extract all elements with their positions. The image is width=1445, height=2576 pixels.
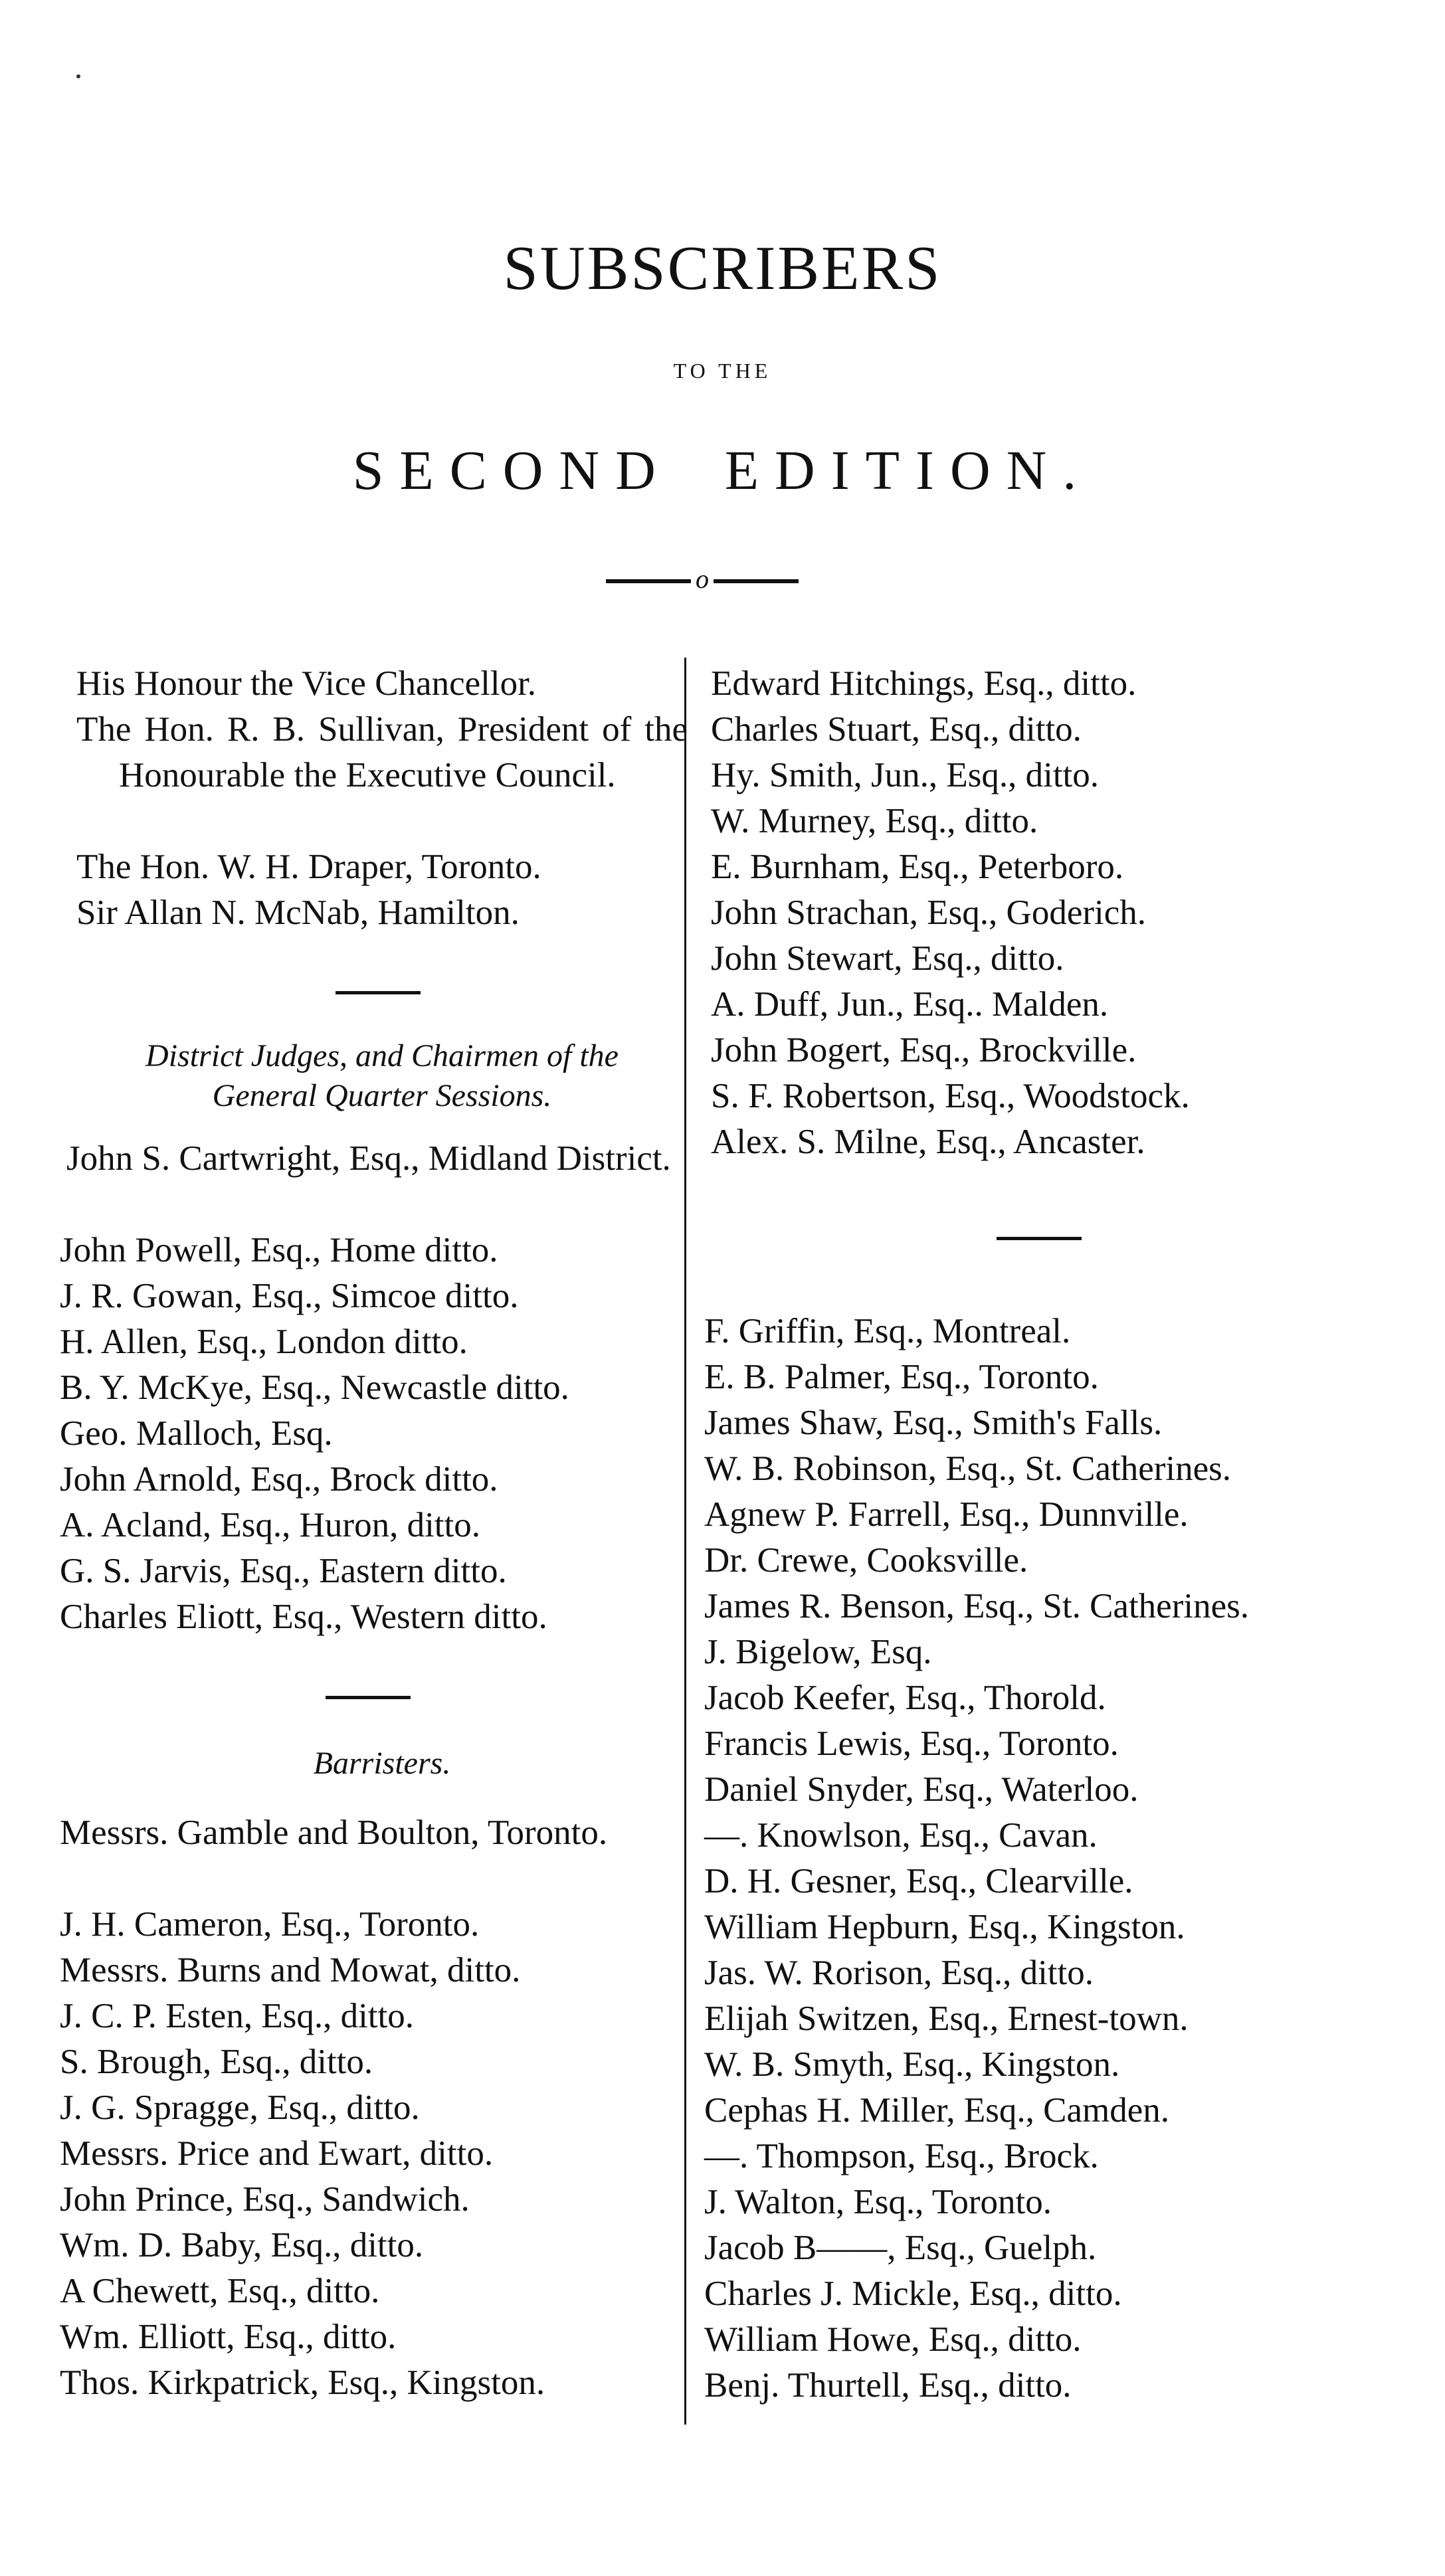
section-heading-judges xyxy=(80,1036,684,1116)
subscriber-entry: D. H. Gesner, Esq., Clearville. xyxy=(704,1862,1133,1900)
subscriber-entry: Jacob B——, Esq., Guelph. xyxy=(704,2229,1097,2267)
ornament-right-bar xyxy=(714,579,799,583)
subscriber-entry: H. Allen, Esq., London ditto. xyxy=(60,1323,468,1361)
subscriber-entry: W. B. Robinson, Esq., St. Catherines. xyxy=(704,1449,1232,1488)
section-rule xyxy=(326,1696,411,1699)
section-rule xyxy=(997,1237,1082,1240)
section-rule xyxy=(336,991,421,994)
edition-word-1: SECOND xyxy=(352,440,672,502)
page-mark xyxy=(76,74,80,78)
subscriber-entry: Jas. W. Rorison, Esq., ditto. xyxy=(704,1954,1094,1992)
subscriber-entry: Sir Allan N. McNab, Hamilton. xyxy=(76,893,520,932)
subscriber-entry: Elijah Switzen, Esq., Ernest-town. xyxy=(704,1999,1189,2038)
subscriber-entry: G. S. Jarvis, Esq., Eastern ditto. xyxy=(60,1552,507,1590)
edition-title xyxy=(0,438,1445,503)
subscriber-entry: Jacob Keefer, Esq., Thorold. xyxy=(704,1679,1106,1717)
subscriber-entry: J. G. Spragge, Esq., ditto. xyxy=(60,2088,420,2127)
subscriber-entry: John Arnold, Esq., Brock ditto. xyxy=(60,1460,498,1499)
subscriber-entry: S. F. Robertson, Esq., Woodstock. xyxy=(711,1077,1190,1115)
subscriber-entry: —. Thompson, Esq., Brock. xyxy=(704,2137,1099,2175)
section-heading-barristers: Barristers. xyxy=(313,1746,451,1781)
subscriber-entry: S. Brough, Esq., ditto. xyxy=(60,2043,373,2081)
subscriber-entry: James Shaw, Esq., Smith's Falls. xyxy=(704,1404,1163,1442)
subscriber-entry: John S. Cartwright, Esq., Midland District. xyxy=(66,1139,671,1178)
subscriber-entry: John Prince, Esq., Sandwich. xyxy=(60,2180,470,2219)
ornament-circle: o xyxy=(696,564,709,594)
subscriber-entry: A Chewett, Esq., ditto. xyxy=(60,2272,380,2310)
subscriber-entry: Charles Eliott, Esq., Western ditto. xyxy=(60,1598,547,1636)
subscriber-entry: Messrs. Burns and Mowat, ditto. xyxy=(60,1951,521,1989)
subscriber-entry: W. Murney, Esq., ditto. xyxy=(711,802,1038,840)
subscriber-entry: Messrs. Gamble and Boulton, Toronto. xyxy=(60,1813,608,1852)
subscriber-entry: Messrs. Price and Ewart, ditto. xyxy=(60,2134,494,2173)
subscriber-entry: E. Burnham, Esq., Peterboro. xyxy=(711,848,1124,886)
heading-line-2: General Quarter Sessions. xyxy=(212,1078,552,1113)
subscriber-entry: J. H. Cameron, Esq., Toronto. xyxy=(60,1905,480,1944)
subscriber-entry: His Honour the Vice Chancellor. xyxy=(76,664,537,703)
subscriber-entry: —. Knowlson, Esq., Cavan. xyxy=(704,1816,1098,1855)
subscriber-entry: James R. Benson, Esq., St. Catherines. xyxy=(704,1587,1249,1625)
subscriber-entry: Dr. Crewe, Cooksville. xyxy=(704,1541,1028,1580)
subscriber-entry: W. B. Smyth, Esq., Kingston. xyxy=(704,2045,1120,2084)
subscriber-entry: John Bogert, Esq., Brockville. xyxy=(711,1031,1137,1069)
subscriber-entry: A. Duff, Jun., Esq.. Malden. xyxy=(711,985,1109,1024)
subscriber-entry: Francis Lewis, Esq., Toronto. xyxy=(704,1724,1119,1763)
subscriber-entry: Agnew P. Farrell, Esq., Dunnville. xyxy=(704,1495,1189,1534)
subscriber-entry: Wm. Elliott, Esq., ditto. xyxy=(60,2318,397,2356)
subscriber-entry: E. B. Palmer, Esq., Toronto. xyxy=(704,1358,1099,1396)
subscriber-entry: Charles Stuart, Esq., ditto. xyxy=(711,710,1082,749)
column-divider xyxy=(684,658,686,2425)
subscriber-entry: John Powell, Esq., Home ditto. xyxy=(60,1231,498,1269)
subscriber-entry: F. Griffin, Esq., Montreal. xyxy=(704,1312,1071,1350)
subscriber-entry: The Hon. W. H. Draper, Toronto. xyxy=(76,848,541,886)
subscriber-entry: John Strachan, Esq., Goderich. xyxy=(711,893,1146,932)
subscriber-entry: William Howe, Esq., ditto. xyxy=(704,2320,1082,2359)
page-title: SUBSCRIBERS xyxy=(503,234,942,303)
subscriber-entry: Benj. Thurtell, Esq., ditto. xyxy=(704,2366,1072,2405)
subscriber-entry: John Stewart, Esq., ditto. xyxy=(711,939,1064,978)
subscriber-entry: William Hepburn, Esq., Kingston. xyxy=(704,1908,1185,1946)
edition-word-2: EDITION. xyxy=(724,440,1093,502)
subscriber-entry: Charles J. Mickle, Esq., ditto. xyxy=(704,2274,1122,2313)
subscriber-entry: J. R. Gowan, Esq., Simcoe ditto. xyxy=(60,1277,519,1315)
title-ornament xyxy=(606,564,799,594)
subscriber-entry: A. Acland, Esq., Huron, ditto. xyxy=(60,1506,480,1544)
subscriber-entry: J. Bigelow, Esq. xyxy=(704,1633,932,1671)
subscriber-entry: B. Y. McKye, Esq., Newcastle ditto. xyxy=(60,1368,569,1407)
subscriber-entry: Thos. Kirkpatrick, Esq., Kingston. xyxy=(60,2363,545,2402)
subscriber-entry: Cephas H. Miller, Esq., Camden. xyxy=(704,2091,1170,2130)
ornament-left-bar xyxy=(606,579,691,583)
heading-line-1: District Judges, and Chairmen of the xyxy=(145,1038,619,1073)
subscriber-entry: Alex. S. Milne, Esq., Ancaster. xyxy=(711,1123,1145,1161)
subscriber-entry: Geo. Malloch, Esq. xyxy=(60,1414,333,1453)
title-connector: TO THE xyxy=(673,359,772,383)
subscriber-entry: Daniel Snyder, Esq., Waterloo. xyxy=(704,1770,1139,1809)
subscriber-entry: J. Walton, Esq., Toronto. xyxy=(704,2183,1052,2221)
subscriber-entry: Edward Hitchings, Esq., ditto. xyxy=(711,664,1137,703)
subscriber-entry: J. C. P. Esten, Esq., ditto. xyxy=(60,1997,415,2035)
subscriber-entry: Hy. Smith, Jun., Esq., ditto. xyxy=(711,756,1100,794)
subscriber-entry: Wm. D. Baby, Esq., ditto. xyxy=(60,2226,424,2264)
subscriber-entry: The Hon. R. B. Sullivan, President of the Honourable the Executive Council. xyxy=(76,710,688,794)
